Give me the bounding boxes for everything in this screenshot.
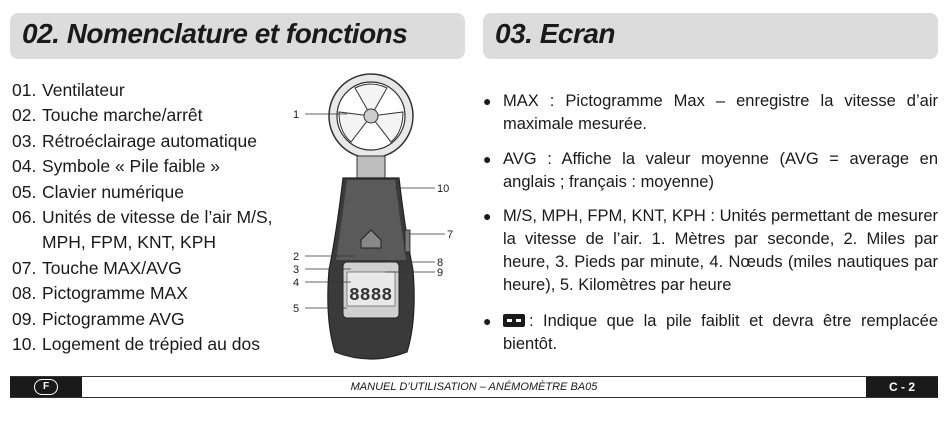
item-text: Ventilateur <box>42 80 125 100</box>
bullet-content <box>503 310 938 356</box>
anemometer-diagram <box>285 70 470 370</box>
list-item <box>12 307 302 332</box>
callout-label: 9 <box>437 267 444 279</box>
page-number: C - 2 <box>866 377 938 397</box>
bullet-icon: ● <box>483 208 492 224</box>
bullet-units <box>483 205 938 297</box>
bullet-icon: ● <box>483 151 492 167</box>
section-header-nomenclature <box>10 13 465 59</box>
item-number: 03. <box>12 130 37 151</box>
list-item <box>12 154 302 179</box>
section-header-ecran <box>483 13 938 59</box>
callout-label: 7 <box>447 229 454 241</box>
item-number: 01. <box>12 80 37 100</box>
item-text: Clavier numérique <box>42 181 185 202</box>
list-item <box>12 103 302 128</box>
bullet-max <box>483 90 938 136</box>
svg-text:8888: 8888 <box>349 286 393 306</box>
bullet-icon: ● <box>483 313 492 329</box>
item-number: 06. <box>12 207 37 228</box>
item-text: Touche MAX/AVG <box>42 257 182 278</box>
section-title: 02. Nomenclature et fonctions <box>22 18 408 49</box>
callout-label: 8 <box>437 257 444 269</box>
item-text: Unités de vitesse de l’air M/S, MPH, FPM, KNT, KPH <box>42 207 273 253</box>
item-number: 08. <box>12 283 37 304</box>
bullet-text: MAX : Pictogramme Max – enregistre la vitesse d’air maximale mesurée. <box>503 92 938 133</box>
page-footer <box>10 376 938 398</box>
item-number: 05. <box>12 181 37 202</box>
nomenclature-list <box>12 78 302 357</box>
device-neck <box>357 156 385 178</box>
lcd-digits <box>349 286 392 306</box>
bullet-text: : Indique que la pile faiblit et devra être remplacée bientôt. <box>503 312 938 353</box>
section-title: 03. Ecran <box>495 18 616 49</box>
item-text: Pictogramme MAX <box>42 283 188 304</box>
language-badge: F <box>34 379 58 395</box>
callout-label: 2 <box>293 251 300 263</box>
list-item <box>12 256 302 281</box>
fan-hub <box>364 109 378 123</box>
callout-label: 10 <box>437 183 450 195</box>
item-text: Logement de trépied au dos <box>42 334 260 355</box>
item-number: 04. <box>12 156 37 177</box>
footer-left-block <box>10 377 82 397</box>
list-item <box>12 78 302 103</box>
item-text: Pictogramme AVG <box>42 308 185 329</box>
callout-label: 3 <box>293 264 300 276</box>
item-number: 07. <box>12 257 37 278</box>
item-text: Rétroéclairage automatique <box>42 130 257 151</box>
bullet-battery <box>483 310 938 356</box>
max-avg-button <box>405 230 410 252</box>
item-number: 09. <box>12 308 37 329</box>
item-number: 10. <box>12 334 37 355</box>
list-item <box>12 205 302 256</box>
manual-title: MANUEL D’UTILISATION – ANÉMOMÈTRE BA05 <box>350 381 598 393</box>
list-item <box>12 129 302 154</box>
battery-icon <box>503 314 525 327</box>
bullet-avg <box>483 148 938 194</box>
item-text: Touche marche/arrêt <box>42 105 203 126</box>
bullet-text: AVG : Affiche la valeur moyenne (AVG = average en anglais ; français : moyenne) <box>503 150 938 191</box>
callout-label: 1 <box>293 109 300 121</box>
item-text: Symbole « Pile faible » <box>42 156 221 177</box>
bullet-icon: ● <box>483 93 492 109</box>
item-number: 02. <box>12 105 37 126</box>
list-item <box>12 332 302 357</box>
bullet-text: M/S, MPH, FPM, KNT, KPH : Unités permettant de mesurer la vitesse de l’air. 1. Mètres par seconde, 2. Miles par heure, 3. Pieds par minute, 4. Nœuds (miles nautiques par heure), 5. Kilomètres par heure <box>503 207 938 294</box>
list-item <box>12 281 302 306</box>
callout-label: 4 <box>293 277 300 289</box>
list-item <box>12 180 302 205</box>
callout-label: 5 <box>293 303 300 315</box>
